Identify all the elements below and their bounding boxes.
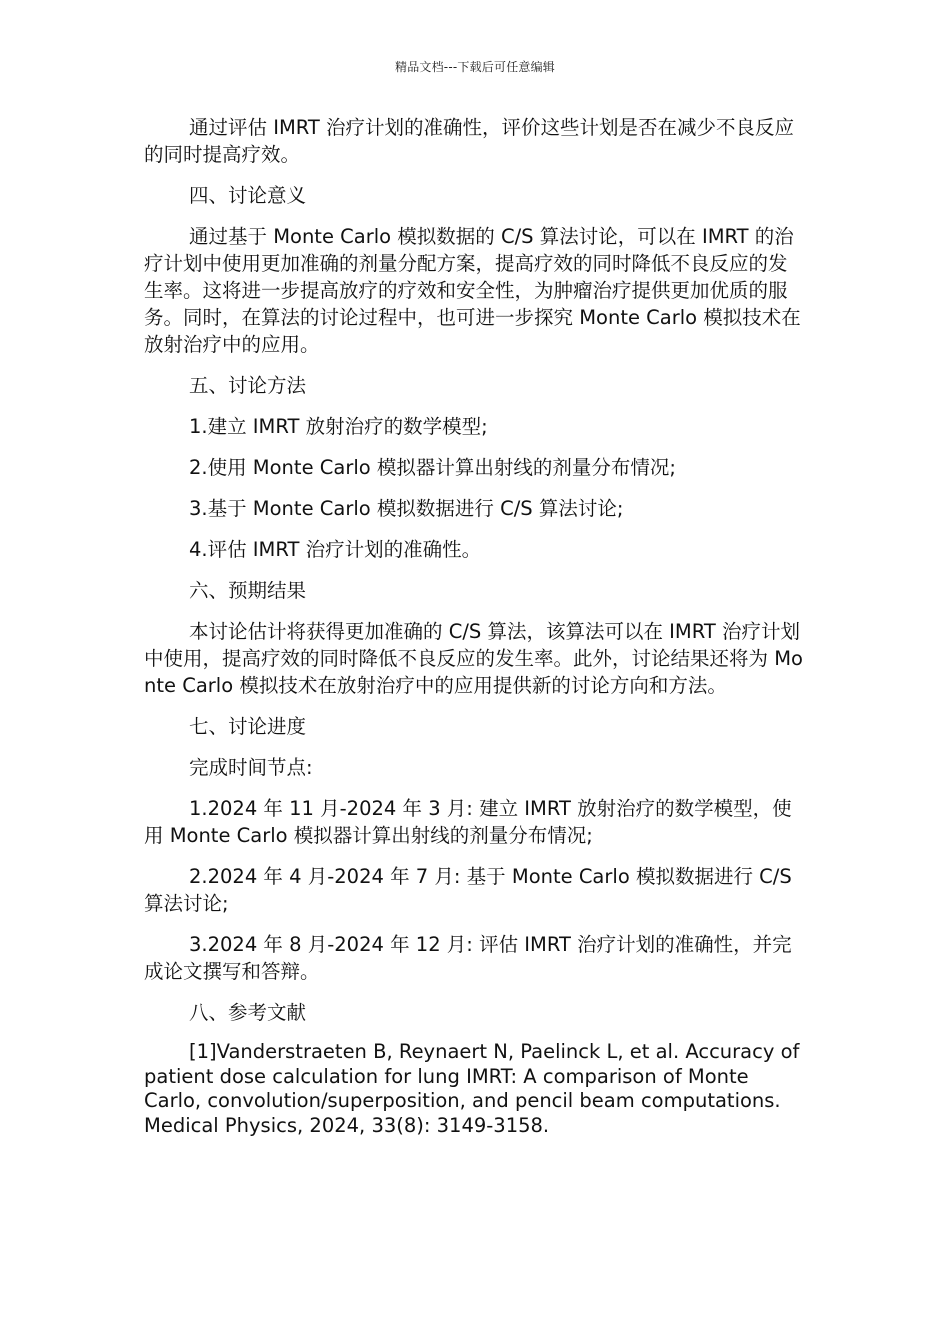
- schedule-item-2: 2.2024 年 4 月-2024 年 7 月: 基于 Monte Carlo 模拟数据进行 C/S 算法讨论;: [144, 865, 792, 915]
- paragraph-significance: 通过基于 Monte Carlo 模拟数据的 C/S 算法讨论，可以在 IMRT 的治疗计划中使用更加准确的剂量分配方案，提高疗效的同时降低不良反应的发生率。这将进一步提高放疗的疗效和安全性，为肿瘤治疗提供更加优质的服务。同时，在算法的讨论过程中，也可进一步探究 Monte Carlo 模拟技术在放射治疗中的应用。: [144, 225, 801, 356]
- section-heading-references: 八、参考文献: [189, 1001, 307, 1024]
- schedule-item-3: 3.2024 年 8 月-2024 年 12 月: 评估 IMRT 治疗计划的准确性，并完成论文撰写和答辩。: [144, 933, 792, 983]
- method-item-4: 4.评估 IMRT 治疗计划的准确性。: [189, 538, 482, 561]
- section-heading-schedule: 七、讨论进度: [189, 715, 307, 738]
- paragraph-evaluation-goal: 通过评估 IMRT 治疗计划的准确性，评价这些计划是否在减少不良反应的同时提高疗效。: [144, 116, 795, 166]
- method-item-1: 1.建立 IMRT 放射治疗的数学模型;: [189, 415, 488, 438]
- paragraph-expected-results: 本讨论估计将获得更加准确的 C/S 算法，该算法可以在 IMRT 治疗计划中使用，提高疗效的同时降低不良反应的发生率。此外，讨论结果还将为 Monte Carlo 模拟技术在放射治疗中的应用提供新的讨论方向和方法。: [144, 620, 803, 697]
- section-heading-significance: 四、讨论意义: [189, 184, 307, 207]
- section-heading-methods: 五、讨论方法: [189, 374, 307, 397]
- schedule-item-1: 1.2024 年 11 月-2024 年 3 月: 建立 IMRT 放射治疗的数学模型，使用 Monte Carlo 模拟器计算出射线的剂量分布情况;: [144, 797, 792, 847]
- page-header: 精品文档---下载后可任意编辑: [395, 60, 555, 74]
- section-heading-expected-results: 六、预期结果: [189, 579, 307, 602]
- schedule-intro: 完成时间节点:: [189, 756, 313, 779]
- reference-item-1: [1]Vanderstraeten B, Reynaert N, Paelinck L, et al. Accuracy of patient dose calculation for lung IMRT: A comparison of Monte Carlo, convolution/superposition, and pencil beam computations. Medical Physics, 2024, 33(8): 3149-3158.: [144, 1040, 800, 1137]
- method-item-3: 3.基于 Monte Carlo 模拟数据进行 C/S 算法讨论;: [189, 497, 624, 520]
- document-body: [144, 114, 806, 1152]
- method-item-2: 2.使用 Monte Carlo 模拟器计算出射线的剂量分布情况;: [189, 456, 676, 479]
